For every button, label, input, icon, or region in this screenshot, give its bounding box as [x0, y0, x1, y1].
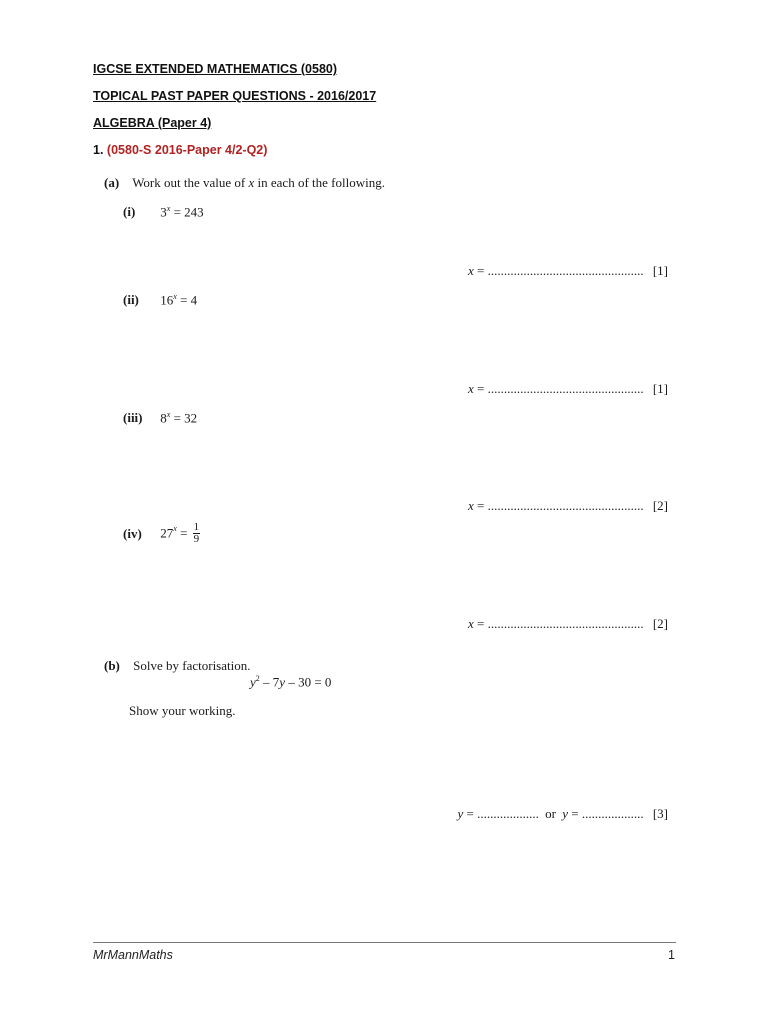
footer-author: MrMannMaths — [93, 948, 173, 962]
part-b-label: (b) — [104, 658, 120, 673]
answer-var: x — [467, 616, 474, 631]
answer-eq: = — [466, 806, 478, 821]
item-rhs: = — [180, 525, 188, 541]
item-base: 16 — [160, 292, 174, 308]
doc-title: IGCSE EXTENDED MATHEMATICS (0580) — [93, 62, 338, 76]
item-label: (ii) — [123, 292, 139, 308]
eq-var: y — [279, 674, 286, 690]
answer-blank[interactable]: ................................................ — [487, 616, 644, 631]
item-iv — [123, 522, 200, 545]
fraction-denominator: 9 — [193, 533, 200, 545]
part-b-text: Solve by factorisation. — [133, 658, 251, 673]
part-a-var: x — [248, 175, 255, 190]
doc-topic: ALGEBRA (Paper 4) — [93, 116, 212, 130]
fraction — [193, 522, 201, 545]
part-b-prompt — [104, 658, 250, 674]
marks: [2] — [652, 616, 668, 631]
answer-eq: = — [571, 806, 582, 821]
item-label: (iii) — [123, 410, 143, 426]
item-exponent: x — [166, 204, 171, 213]
or-text: or — [545, 806, 556, 821]
item-exponent: x — [173, 292, 177, 301]
answer-line-b — [457, 806, 668, 822]
item-base: 3 — [160, 204, 167, 220]
footer-divider — [93, 942, 676, 943]
item-label: (iv) — [123, 525, 142, 541]
question-reference: (0580-S 2016-Paper 4/2-Q2) — [106, 143, 268, 157]
answer-var: x — [467, 498, 474, 513]
part-b-instruction: Show your working. — [129, 703, 236, 718]
answer-eq: = — [476, 381, 488, 396]
eq-exponent: 2 — [255, 674, 260, 683]
part-a-text-end: in each of the following. — [257, 175, 385, 190]
question-number: 1. — [93, 143, 104, 157]
answer-line-i — [468, 263, 668, 279]
item-rhs: = 243 — [173, 204, 204, 220]
fraction-numerator: 1 — [193, 521, 200, 533]
answer-blank[interactable]: ................................................ — [487, 381, 644, 396]
answer-eq: = — [476, 498, 488, 513]
answer-blank-2[interactable]: ................... — [581, 806, 644, 821]
eq-end: – 30 = 0 — [285, 674, 332, 690]
answer-eq: = — [476, 616, 488, 631]
answer-var: x — [467, 263, 474, 278]
item-base: 8 — [160, 410, 167, 426]
doc-subtitle: TOPICAL PAST PAPER QUESTIONS - 2016/2017 — [93, 89, 377, 103]
answer-line-ii — [468, 381, 668, 397]
answer-var: y — [562, 806, 568, 821]
marks: [2] — [652, 498, 668, 513]
eq-var: y — [250, 674, 256, 690]
marks: [3] — [652, 806, 668, 821]
item-iii — [123, 410, 197, 426]
item-base: 27 — [160, 525, 174, 541]
part-b-equation — [250, 674, 331, 690]
part-a-label: (a) — [104, 175, 120, 190]
answer-var: y — [457, 806, 464, 821]
part-a-text: Work out the value of — [132, 175, 246, 190]
answer-blank[interactable]: ................................................ — [487, 498, 644, 513]
item-exponent: x — [173, 524, 177, 534]
answer-blank-1[interactable]: ................... — [477, 806, 539, 821]
answer-blank[interactable]: ................................................ — [487, 263, 644, 278]
part-a-prompt — [104, 175, 385, 191]
item-ii — [123, 292, 197, 308]
answer-var: x — [467, 381, 474, 396]
answer-line-iii — [468, 498, 668, 514]
item-label: (i) — [123, 204, 136, 220]
item-rhs: = 4 — [180, 292, 198, 308]
marks: [1] — [652, 381, 668, 396]
page-number: 1 — [668, 948, 675, 962]
item-exponent: x — [166, 410, 171, 419]
item-rhs: = 32 — [173, 410, 198, 426]
answer-eq: = — [476, 263, 488, 278]
eq-part: – 7 — [259, 674, 280, 690]
marks: [1] — [652, 263, 668, 278]
answer-line-iv — [468, 616, 668, 632]
item-i — [123, 204, 204, 220]
question-heading — [93, 143, 267, 157]
